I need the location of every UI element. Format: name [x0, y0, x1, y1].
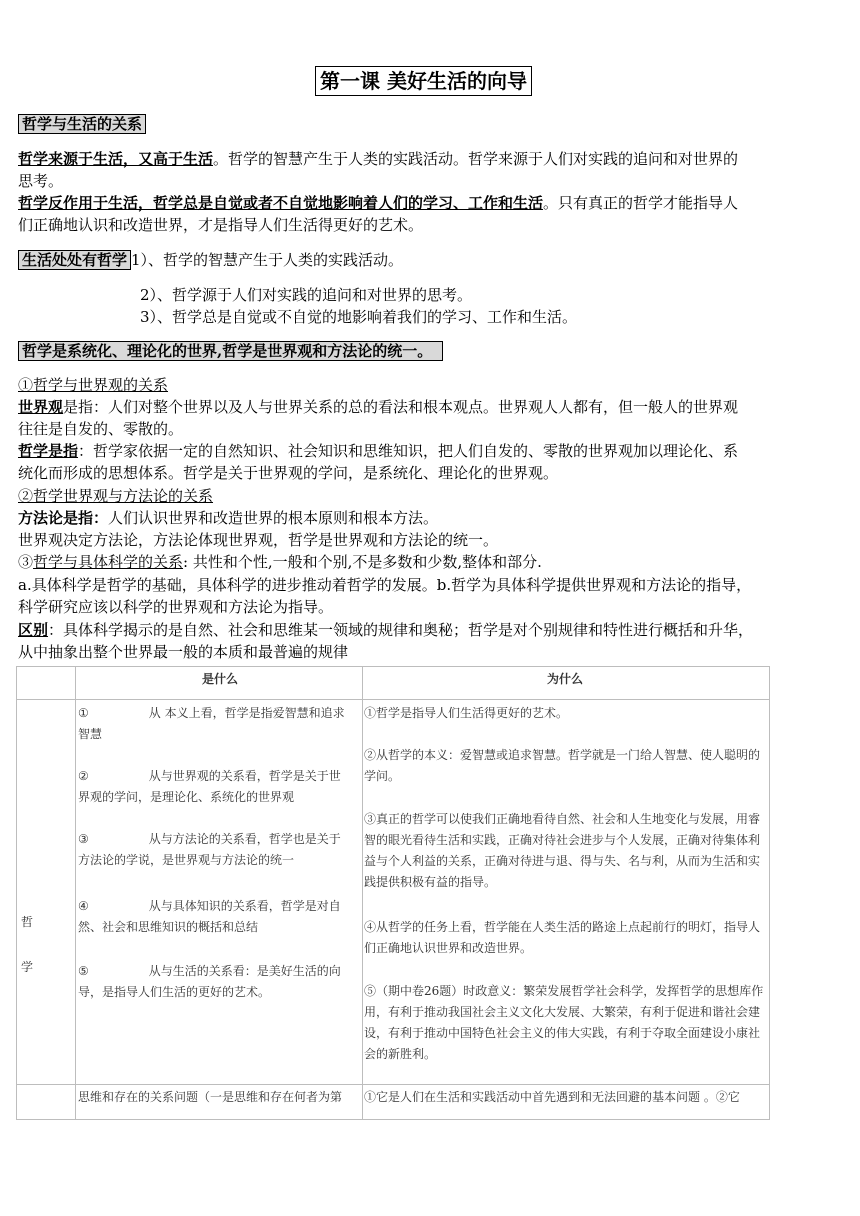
why-item: ⑤（期中卷26题）时政意义：繁荣发展哲学社会科学，发挥哲学的思想库作用，有利于推动我国社会主义文化大发展、大繁荣，有利于促进和谐社会建设，有利于推动中国特色社会主义的伟大实践，有利于夺取全面建设小康社会的新胜利。: [364, 984, 764, 1061]
row-label: 哲: [21, 915, 34, 929]
paragraph-line: 们正确地认识和改造世界，才是指导人们生活得更好的艺术。: [18, 216, 424, 234]
list-item: 2）、哲学源于人们对实践的追问和对世界的思考。: [140, 286, 473, 304]
list-item: 3）、哲学总是自觉或不自觉的地影响着我们的学习、工作和生活。: [140, 308, 578, 326]
why-item: ③真正的哲学可以使我们正确地看待自然、社会和人生地变化与发展，用睿智的眼光看待生活和实践，正确对待社会进步与个人发展，正确对待集体利益与个人利益的关系，正确对待进与退、得与失、名与利，从而为生活和实践提供积极有益的指导。: [364, 812, 761, 889]
item-text: 从 本义上看，哲学是指爱智慧和追求: [148, 706, 345, 720]
column-header-why: 为什么: [547, 672, 584, 686]
definition-line: 统化而形成的思想体系。哲学是关于世界观的学问，是系统化、理论化的世界观。: [18, 464, 559, 482]
definition-line: [18, 507, 438, 529]
definition-line: 往往是自发的、零散的。: [18, 420, 184, 438]
item-text: 方法论的学说，是世界观与方法论的统一: [78, 853, 295, 867]
comparison-table: [16, 666, 770, 1120]
body-line: 世界观决定方法论，方法论体现世界观，哲学是世界观和方法论的统一。: [18, 531, 499, 549]
definition-text: ：具体科学揭示的是自然、社会和思维某一领域的规律和奥秘；哲学是对个别规律和特性进行概括和升华，: [48, 621, 754, 639]
row-divider: [17, 1084, 769, 1085]
what-item: [78, 766, 360, 808]
what-item: [78, 961, 360, 1003]
paragraph-line: 思考。: [18, 172, 64, 190]
column-divider: [362, 667, 363, 1119]
key-statement: 哲学反作用于生活，哲学总是自觉或者不自觉地影响着人们的学习、工作和生活: [18, 194, 544, 212]
why-item: ④从哲学的任务上看，哲学能在人类生活的路途上点起前行的明灯，指导人们正确地认识世界和改造世界。: [364, 920, 761, 955]
item-text: 从与生活的关系看：是美好生活的向: [148, 964, 341, 978]
body-line: 从中抽象出整个世界最一般的本质和最普遍的规律: [18, 643, 349, 661]
why-item: ②从哲学的本义：爱智慧或追求智慧。哲学就是一门给人智慧、使人聪明的学问。: [364, 748, 761, 783]
list-item: 1）、哲学的智慧产生于人类的实践活动。: [131, 251, 404, 269]
page-title: 第一课 美好生活的向导: [315, 66, 532, 96]
body-text: 。只有真正的哲学才能指导人: [543, 194, 739, 212]
item-number: ①: [78, 706, 89, 720]
item-text: 导，是指导人们生活的更好的艺术。: [78, 985, 271, 999]
item-text: 从与世界观的关系看，哲学是关于世: [148, 769, 341, 783]
term: 世界观: [18, 398, 64, 416]
subheading: [18, 374, 168, 396]
what-item: [78, 829, 360, 871]
key-statement: 哲学来源于生活，又高于生活: [18, 150, 214, 168]
row-divider: [17, 699, 769, 700]
body-line: 科学研究应该以科学的世界观和方法论为指导。: [18, 598, 334, 616]
section-heading-philosophy-life: [18, 113, 146, 135]
item-number: ④: [78, 899, 89, 913]
definition-text: 人们认识世界和改造世界的根本原则和根本方法。: [108, 509, 439, 527]
section-heading-life-philosophy: [18, 249, 403, 271]
item-text: 从与具体知识的关系看，哲学是对自: [148, 899, 341, 913]
term: 区别: [18, 621, 49, 639]
item-text: 然、社会和思维知识的概括和总结: [78, 920, 259, 934]
subheading: [18, 551, 542, 573]
paragraph-line: [18, 192, 738, 214]
subheading-rest: : 共性和个性,一般和个别,不是多数和少数,整体和部分.: [183, 553, 542, 571]
definition-text: ：哲学家依据一定的自然知识、社会知识和思维知识，把人们自发的、零散的世界观加以理论化、系: [78, 442, 739, 460]
subheading-text: ①哲学与世界观的关系: [18, 376, 169, 394]
subheading-text: 哲学与具体科学的关系: [33, 553, 184, 571]
what-item: [78, 703, 360, 745]
row-label: 学: [21, 960, 34, 974]
item-text: 智慧: [78, 727, 103, 741]
term: 哲学是指: [18, 442, 79, 460]
item-number: ③: [78, 832, 89, 846]
column-header-what: 是什么: [202, 672, 239, 686]
term: 方法论是指：: [18, 509, 109, 527]
subheading-text: ②哲学世界观与方法论的关系: [18, 487, 214, 505]
item-number: ②: [78, 769, 89, 783]
item-number: ⑤: [78, 964, 89, 978]
definition-line: [18, 396, 738, 418]
item-text: 从与方法论的关系看，哲学也是关于: [148, 832, 341, 846]
heading-label: 哲学是系统化、理论化的世界,哲学是世界观和方法论的统一。: [18, 341, 443, 361]
paragraph-line: [18, 148, 738, 170]
body-line: a.具体科学是哲学的基础，具体科学的进步推动着哲学的发展。b.哲学为具体科学提供世界观和方法论的指导，: [18, 576, 752, 594]
subheading-prefix: ③: [18, 553, 34, 571]
definition-line: [18, 440, 738, 462]
heading-label: 哲学与生活的关系: [18, 114, 146, 134]
what-item: [78, 896, 360, 938]
item-text: 界观的学问，是理论化、系统化的世界观: [78, 790, 295, 804]
heading-label: 生活处处有哲学: [18, 250, 131, 270]
why-item: ①哲学是指导人们生活得更好的艺术。: [364, 706, 569, 720]
definition-text: 是指：人们对整个世界以及人与世界关系的总的看法和根本观点。世界观人人都有，但一般人的世界观: [63, 398, 739, 416]
body-line: [18, 619, 753, 641]
column-divider: [75, 667, 76, 1119]
section-heading-worldview: [18, 340, 443, 362]
subheading: [18, 485, 213, 507]
body-text: 。哲学的智慧产生于人类的实践活动。哲学来源于人们对实践的追问和对世界的: [213, 150, 739, 168]
what-item: 思维和存在的关系问题（一是思维和存在何者为第: [78, 1090, 343, 1104]
why-item: ①它是人们在生活和实践活动中首先遇到和无法回避的基本问题 。②它: [364, 1090, 740, 1104]
